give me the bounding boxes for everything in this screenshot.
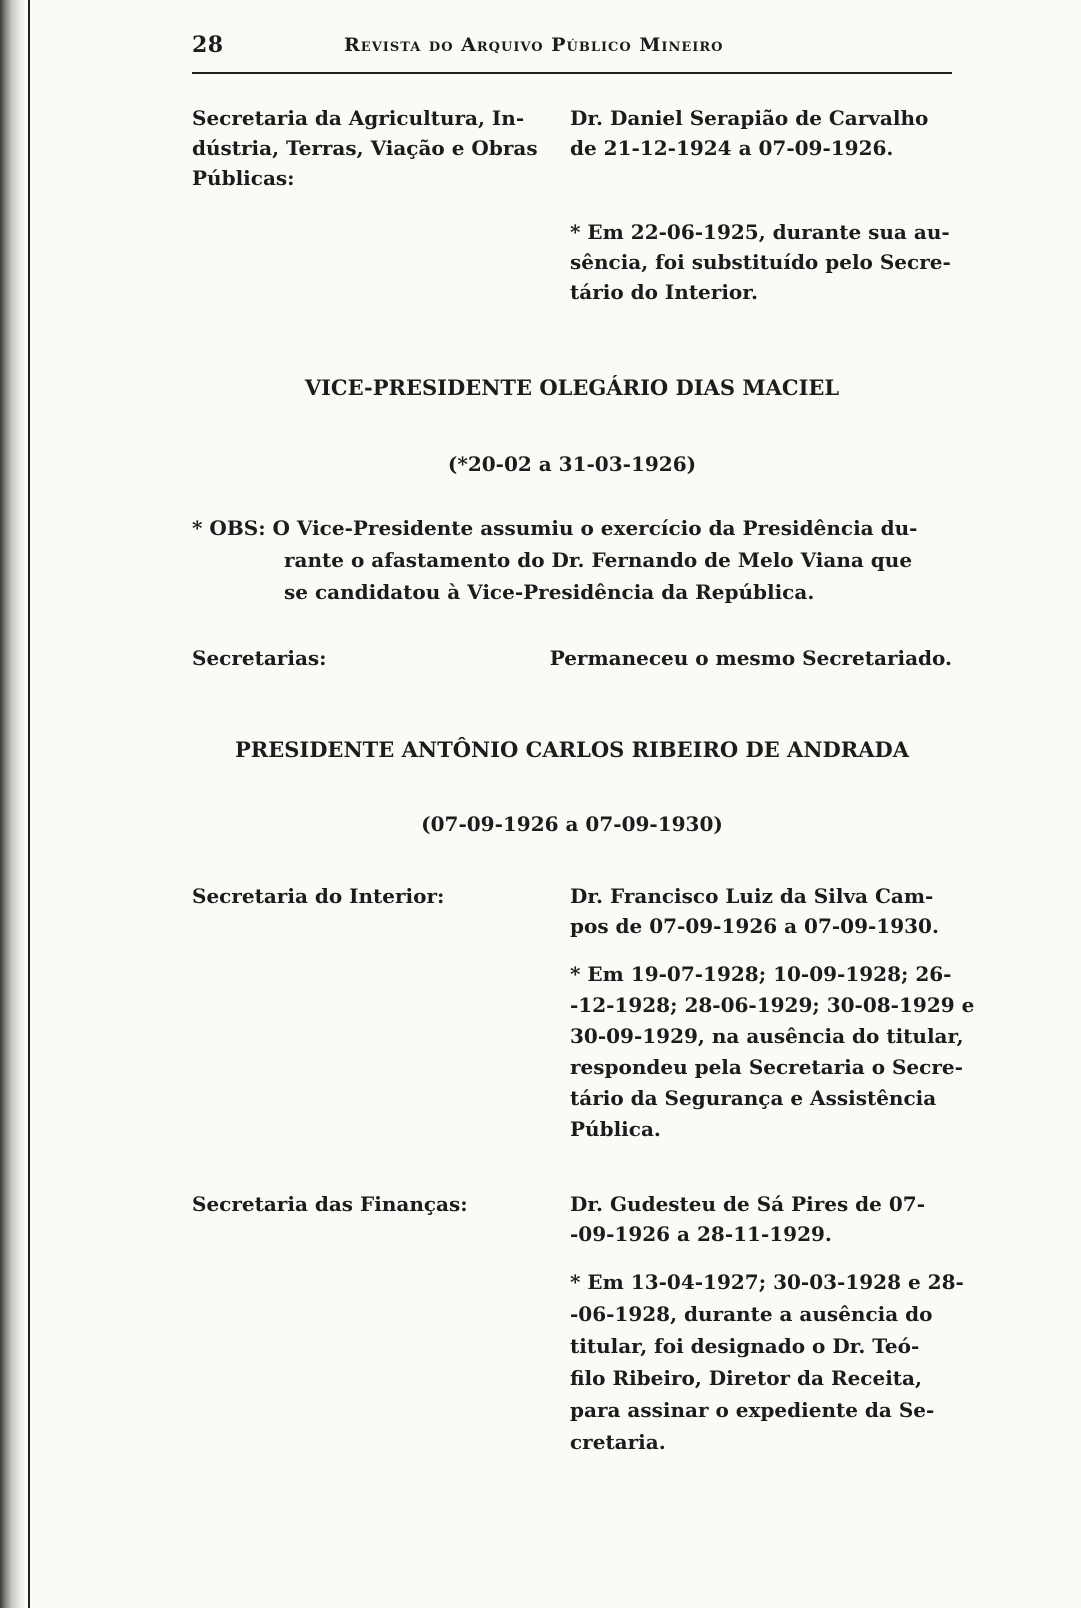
financas-note-line-4: filo Ribeiro, Diretor da Receita, [570, 1366, 922, 1390]
financas-note-line-1: * Em 13-04-1927; 30-03-1928 e 28- [570, 1270, 964, 1294]
obs-line-1: * OBS: O Vice-Presidente assumiu o exercício da Presidência du- [192, 516, 918, 540]
agricultura-holder-line-2: de 21-12-1924 a 07-09-1926. [570, 136, 894, 160]
financas-holder-line-1: Dr. Gudesteu de Sá Pires de 07- [570, 1192, 925, 1216]
interior-note-line-3: 30-09-1929, na ausência do titular, [570, 1024, 964, 1048]
page-number: 28 [192, 32, 224, 58]
interior-note-line-2: -12-1928; 28-06-1929; 30-08-1929 e [570, 993, 975, 1017]
vice-presidente-title: VICE-PRESIDENTE OLEGÁRIO DIAS MACIEL [304, 375, 840, 400]
agricultura-label-line-2: dústria, Terras, Viação e Obras [192, 136, 538, 160]
financas-label: Secretaria das Finanças: [192, 1192, 468, 1216]
interior-note-line-6: Pública. [570, 1117, 661, 1141]
page-binding-shadow [0, 0, 26, 1608]
financas-note-line-3: titular, foi designado o Dr. Teó- [570, 1334, 920, 1358]
agricultura-holder-line-1: Dr. Daniel Serapião de Carvalho [570, 106, 929, 130]
presidente-dates: (07-09-1926 a 07-09-1930) [421, 812, 723, 836]
financas-holder-line-2: -09-1926 a 28-11-1929. [570, 1222, 832, 1246]
agricultura-note-line-2: sência, foi substituído pelo Secre- [570, 250, 951, 274]
interior-holder-line-2: pos de 07-09-1926 a 07-09-1930. [570, 914, 939, 938]
agricultura-note-line-3: tário do Interior. [570, 280, 758, 304]
page-header [192, 32, 952, 66]
agricultura-note-line-1: * Em 22-06-1925, durante sua au- [570, 220, 950, 244]
page-binding-edge [28, 0, 30, 1608]
financas-note-line-2: -06-1928, durante a ausência do [570, 1302, 933, 1326]
financas-note-line-6: cretaria. [570, 1430, 666, 1454]
interior-note-line-5: tário da Segurança e Assistência [570, 1086, 937, 1110]
interior-label: Secretaria do Interior: [192, 884, 445, 908]
document-page [192, 0, 975, 1608]
running-head: Revista do Arquivo Público Mineiro [344, 34, 724, 56]
vice-presidente-dates: (*20-02 a 31-03-1926) [447, 452, 697, 476]
obs-line-3: se candidatou à Vice-Presidência da República. [284, 580, 815, 604]
agricultura-label-line-3: Públicas: [192, 166, 295, 190]
header-rule [192, 72, 952, 74]
presidente-title: PRESIDENTE ANTÔNIO CARLOS RIBEIRO DE ANDRADA [234, 737, 909, 762]
financas-note-line-5: para assinar o expediente da Se- [570, 1398, 935, 1422]
secretarias-label: Secretarias: [192, 646, 327, 670]
interior-note-line-4: respondeu pela Secretaria o Secre- [570, 1055, 963, 1079]
obs-line-2: rante o afastamento do Dr. Fernando de Melo Viana que [284, 548, 913, 572]
secretarias-value: Permaneceu o mesmo Secretariado. [549, 646, 952, 670]
interior-note-line-1: * Em 19-07-1928; 10-09-1928; 26- [570, 962, 952, 986]
agricultura-label-line-1: Secretaria da Agricultura, In- [192, 106, 525, 130]
interior-holder-line-1: Dr. Francisco Luiz da Silva Cam- [570, 884, 934, 908]
